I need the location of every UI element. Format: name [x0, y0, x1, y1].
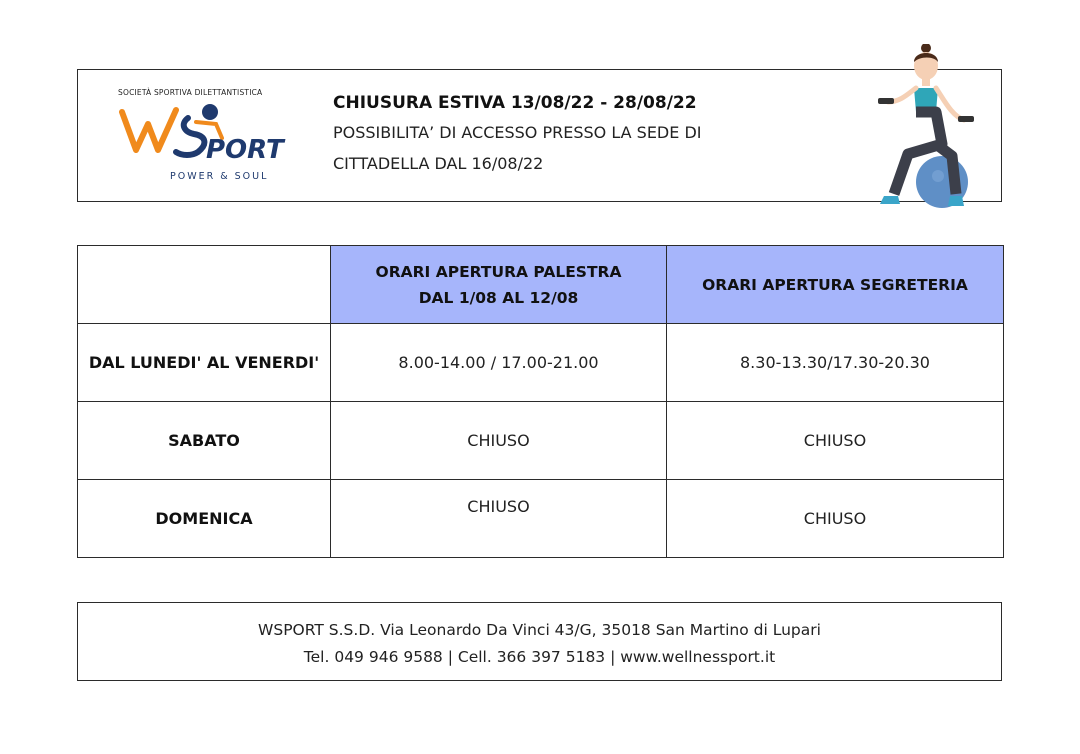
gym-hours-cell: 8.00-14.00 / 17.00-21.00 [331, 324, 667, 402]
gym-hours-cell: CHIUSO [331, 402, 667, 480]
closure-title: CHIUSURA ESTIVA 13/08/22 - 28/08/22 [333, 93, 697, 113]
logo-top-text: SOCIETÀ SPORTIVA DILETTANTISTICA [118, 88, 263, 97]
fitness-woman-illustration [868, 44, 978, 226]
access-note-line2: CITTADELLA DAL 16/08/22 [333, 154, 544, 173]
footer-contacts: Tel. 049 946 9588 | Cell. 366 397 5183 | www.wellnessport.it [303, 648, 776, 666]
gym-hours-header-line2: DAL 1/08 AL 12/08 [418, 288, 579, 307]
header-box [77, 69, 1002, 202]
office-hours-cell: 8.30-13.30/17.30-20.30 [667, 324, 1004, 402]
access-note-line1: POSSIBILITA’ DI ACCESSO PRESSO LA SEDE DI [333, 123, 702, 142]
office-hours-header: ORARI APERTURA SEGRETERIA [667, 246, 1004, 324]
empty-header-cell [78, 246, 331, 324]
logo-subtitle: POWER & SOUL [170, 171, 269, 182]
footer-box [77, 602, 1002, 681]
footer-address: WSPORT S.S.D. Via Leonardo Da Vinci 43/G, 35018 San Martino di Lupari [258, 621, 821, 639]
gym-hours-header-line1: ORARI APERTURA PALESTRA [375, 262, 622, 281]
gym-hours-header [331, 246, 667, 324]
schedule-table [77, 245, 1004, 558]
table-row [78, 402, 1004, 480]
gym-hours-cell [331, 480, 667, 558]
table-row [78, 324, 1004, 402]
day-cell: DOMENICA [78, 480, 331, 558]
day-cell: SABATO [78, 402, 331, 480]
wsport-logo-mark [118, 98, 293, 173]
office-hours-cell: CHIUSO [667, 480, 1004, 558]
svg-text:PORT: PORT [206, 135, 284, 165]
gym-hours-value: CHIUSO [467, 497, 530, 516]
wsport-logo [118, 88, 293, 188]
day-cell: DAL LUNEDI' AL VENERDI' [78, 324, 331, 402]
table-row [78, 480, 1004, 558]
table-header-row [78, 246, 1004, 324]
office-hours-cell: CHIUSO [667, 402, 1004, 480]
